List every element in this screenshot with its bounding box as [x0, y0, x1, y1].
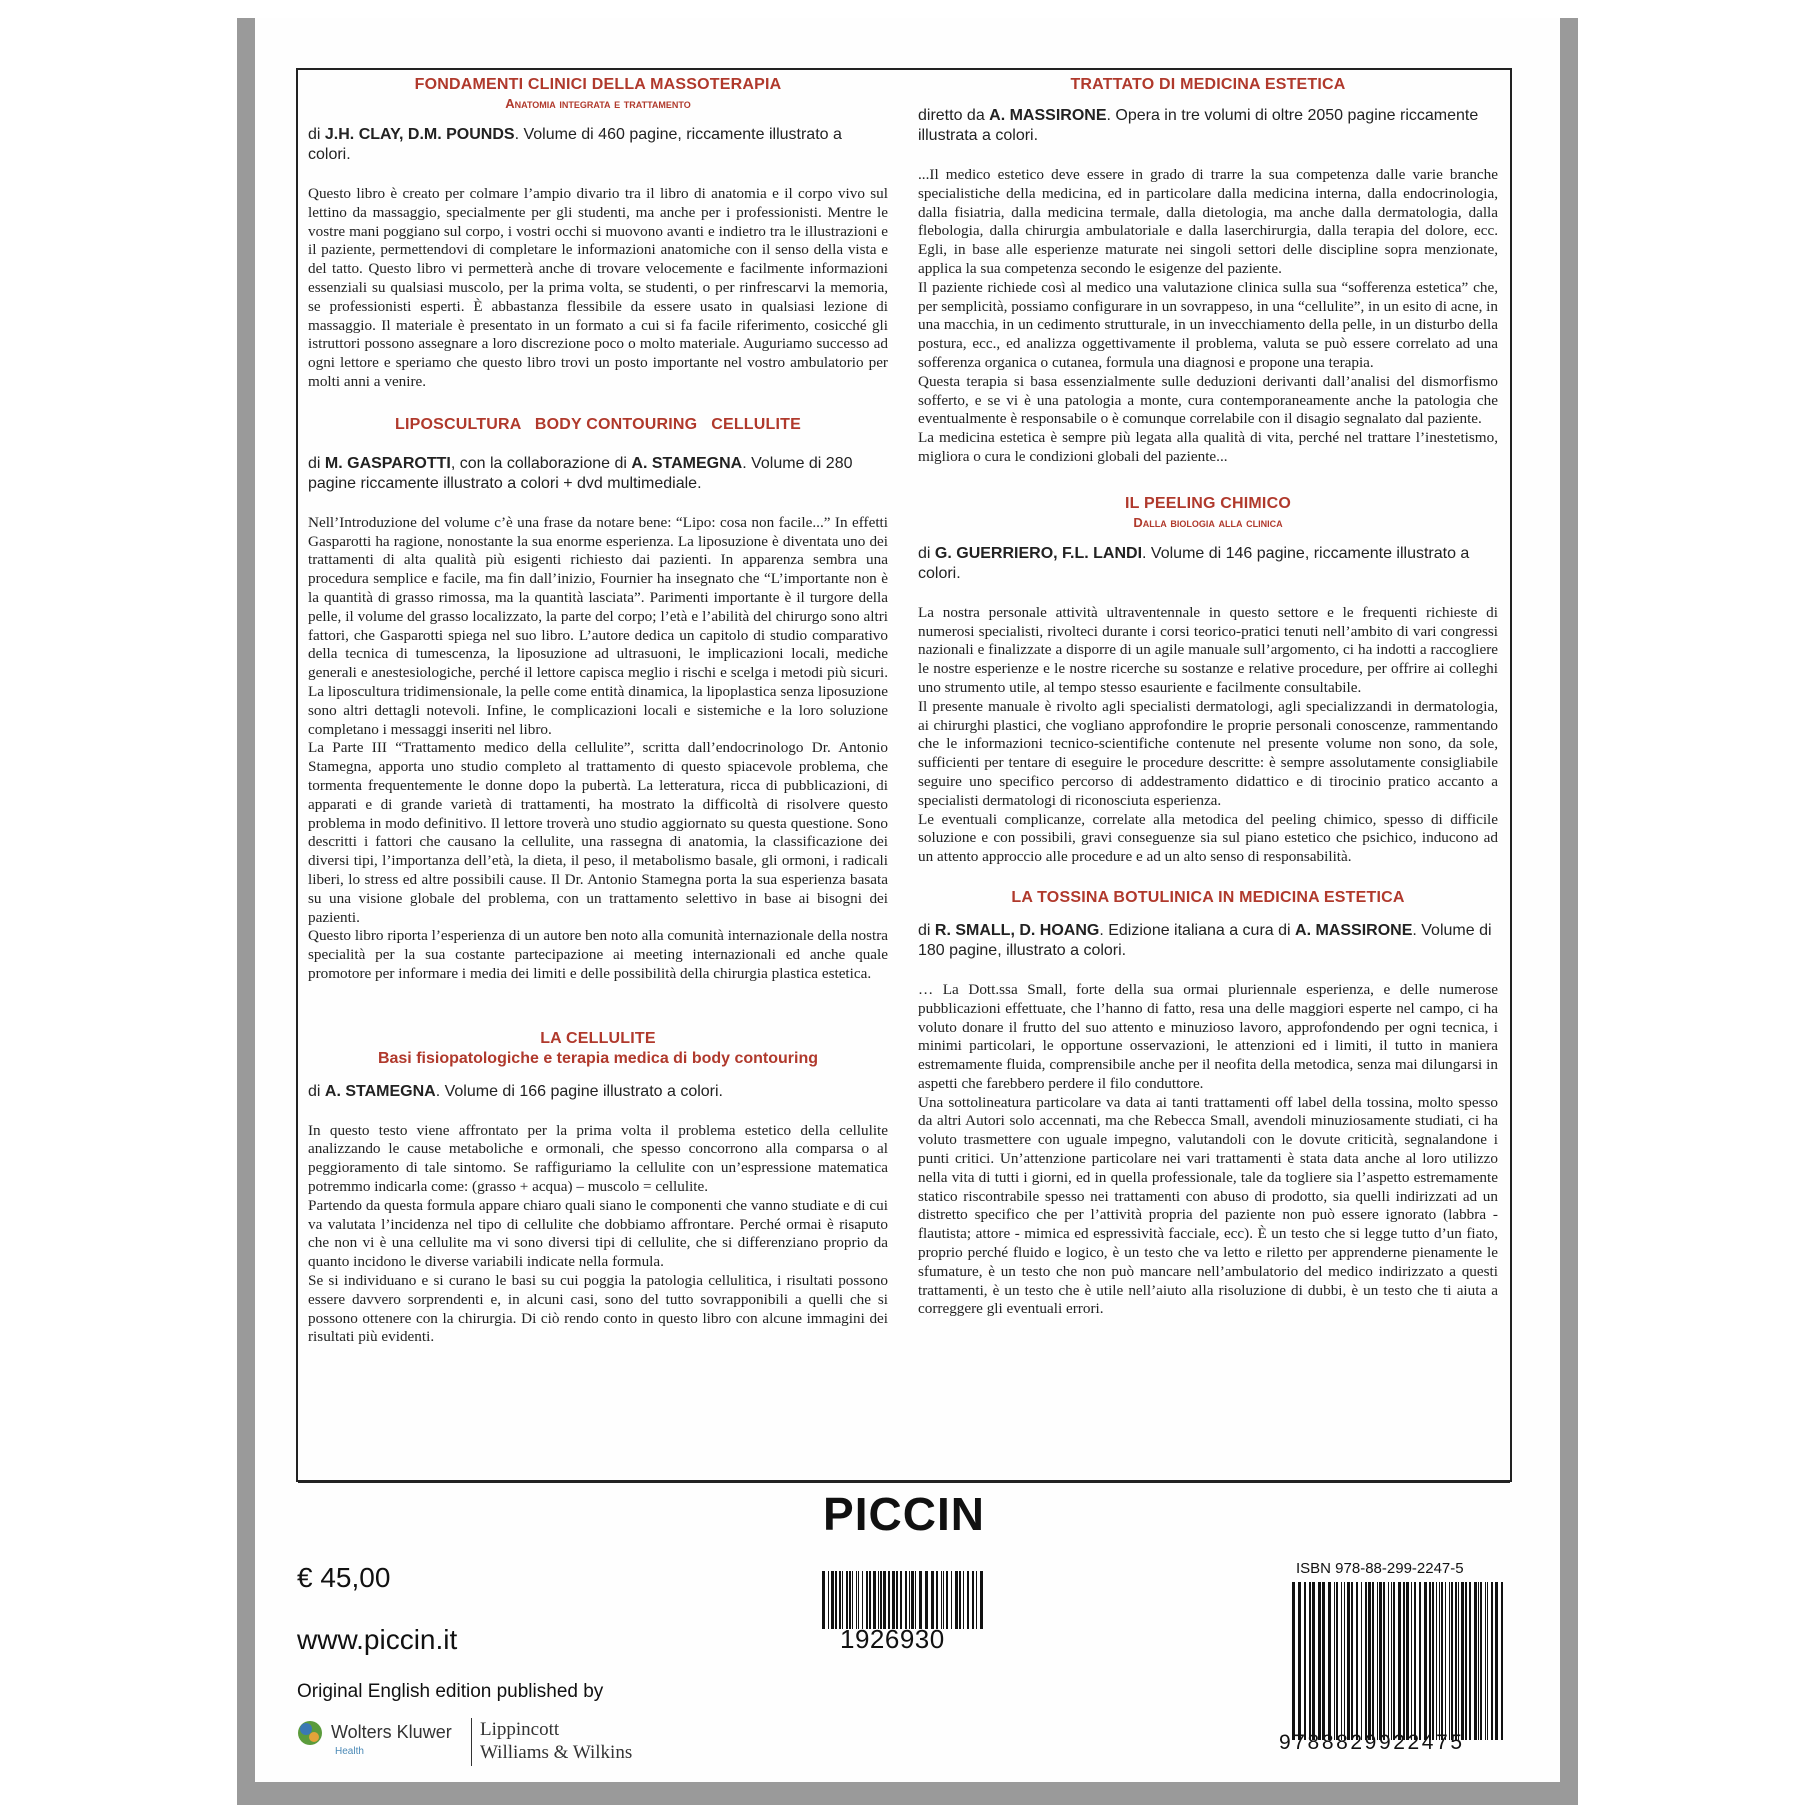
- byline-prefix: diretto da: [918, 107, 990, 124]
- book-byline: [918, 106, 1498, 146]
- price: € 45,00: [297, 1562, 391, 1593]
- wolters-kluwer-sub: Health: [335, 1746, 364, 1757]
- barcode-bar: [951, 1571, 952, 1629]
- byline-prefix: di: [308, 1082, 325, 1100]
- book-title: FONDAMENTI CLINICI DELLA MASSOTERAPIA: [414, 76, 782, 93]
- barcode-bar: [1436, 1582, 1437, 1740]
- barcode-bar: [955, 1571, 958, 1629]
- barcode-bar: [883, 1571, 886, 1629]
- barcode-bar: [1298, 1582, 1301, 1740]
- description-paragraph: Partendo da questa formula appare chiaro quali siano le componenti che vanno studiate e di cui va valutata l’incidenza nel tipo di cellulite che dobbiamo affrontare. Perché ormai è risaputo che non vi è una cellulite ma vi sono diversi tipi di cellulite, che si differenziano proprio da quanto incidono le diverse variabili indicate nella formula.: [308, 1196, 888, 1271]
- barcode-bar: [1383, 1582, 1385, 1740]
- barcode-bar: [828, 1571, 829, 1629]
- description-paragraph: La Parte III “Trattamento medico della cellulite”, scritta dall’endocrinologo Dr. Antonio Stamegna, apporta uno studio completo al trattamento di questo spiacevole problema, che tormenta frequentemente le donne dopo la pubertà. La letteratura, ricca di pubblicazioni, di apparati e di grande varietà di trattamenti, ha mostrato la difficoltà di risolvere questo problema in modo definitivo. Il lettore troverà uno studio aggiornato su questa questione. Sono descritti i fattori che causano la cellulite, una rassegna di anatomia, la classificazione dei diversi tipi, l’importanza dell’età, la dieta, il peso, il metabolismo basale, gli ormoni, i radicali liberi, lo stress ed altre possibili cause. Il Dr. Antonio Stamegna porta la sua esperienza basata su una visione globale del problema, con un trattamento selettivo in base ai bisogni dei pazienti.: [308, 739, 888, 926]
- barcode-bar: [1379, 1582, 1382, 1740]
- barcode-bar: [1495, 1582, 1498, 1740]
- book-byline: [918, 544, 1498, 584]
- barcode-bar: [1429, 1582, 1431, 1740]
- barcode-bar: [925, 1571, 928, 1629]
- barcode-bar: [1304, 1582, 1306, 1740]
- byline-middle: , con la collaborazione di: [450, 454, 632, 472]
- internal-barcode-number: 1926930: [840, 1624, 945, 1654]
- barcode-bar: [1455, 1582, 1457, 1740]
- description-paragraph: Questa terapia si basa essenzialmente sulle deduzioni derivanti dall’analisi del dismorfismo sofferto, e se vi è una patologia a monte, cura contemporaneamente anche la patologia che eventualmente è responsabile o è comunque correlabile con il disagio segnalato dal paziente.: [918, 372, 1498, 428]
- barcode-bar: [959, 1571, 961, 1629]
- barcode-bar: [1480, 1582, 1482, 1740]
- barcode-bar: [862, 1571, 863, 1629]
- barcode-bar: [1491, 1582, 1493, 1740]
- barcode-bar: [1388, 1582, 1389, 1740]
- barcode-bar: [856, 1571, 857, 1629]
- byline-prefix: di: [918, 544, 935, 562]
- book-description: [918, 981, 1498, 1319]
- barcode-bar: [1414, 1582, 1416, 1740]
- barcode-bar: [963, 1571, 964, 1629]
- book-liposcultura: [308, 416, 888, 984]
- book-description: [918, 604, 1498, 867]
- barcode-bar: [1445, 1582, 1446, 1740]
- barcode-bar: [1439, 1582, 1440, 1740]
- barcode-bar: [941, 1571, 942, 1629]
- barcode-bar: [896, 1571, 898, 1629]
- barcode-bar: [1469, 1582, 1471, 1740]
- book-title: TRATTATO DI MEDICINA ESTETICA: [1070, 76, 1346, 93]
- barcode-bar: [967, 1571, 969, 1629]
- byline-details: . Volume di 166 pagine illustrato a colori.: [435, 1082, 723, 1100]
- description-paragraph: Le eventuali complicanze, correlate alla metodica del peeling chimico, spesso di difficile soluzione e con possibili, gravi conseguenze sia sul piano estetico che psichico, inducono ad un attento approccio alle procedure e ad un alto senso di responsabilità.: [918, 810, 1498, 866]
- barcode-bar: [1328, 1582, 1331, 1740]
- right-column: [918, 76, 1498, 1319]
- book-byline: [308, 125, 888, 165]
- barcode-bar: [1391, 1582, 1392, 1740]
- barcode-bar: [1351, 1582, 1353, 1740]
- barcode-bar: [1334, 1582, 1335, 1740]
- barcode-bar: [1361, 1582, 1362, 1740]
- barcode-bar: [1419, 1582, 1421, 1740]
- description-paragraph: Questo libro è creato per colmare l’ampio divario tra il libro di anatomia e il corpo vivo sul lettino da massaggio, specialmente per gli studenti, ma anche per i professionisti. Mentre le vostre mani poggiano sul corpo, i vostri occhi si muovono avanti e indietro tra le illustrazioni e il paziente, permettendovi di completare le informazioni anatomiche con il senso della vista e del tatto. Questo libro vi permetterà anche di trovare velocemente e facilmente informazioni essenziali su qualsiasi muscolo, per la prima volta, se studenti, o per rinfrescarvi la memoria, se professionisti esperti. È abbastanza flessibile da essere usato in qualsiasi lezione di massaggio. Il materiale è presentato in un formato a cui si fa facile riferimento, cosicché gli istruttori possono assegnare a loro discrezione poco o molto materiale. Auguriamo successo ad ogni lettore e speriamo che questo libro trovi un posto importante nel vostro ambulatorio per molti anni a venire.: [308, 185, 888, 390]
- barcode-bar: [909, 1571, 910, 1629]
- book-peeling-chimico: [918, 495, 1498, 867]
- barcode-bar: [1465, 1582, 1467, 1740]
- barcode-bar: [946, 1571, 948, 1629]
- byline-details: . Volume di 146 pagine, riccamente illustrato a colori.: [918, 544, 1470, 582]
- description-paragraph: Nell’Introduzione del volume c’è una frase da notare bene: “Lipo: cosa non facile...” In effetti Gasparotti ha ragione, nonostante la sua enorme esperienza. La liposuzione è diventata uno dei trattamenti di alta qualità più esigenti richiesto dai pazienti. In apparenza sembra una procedura semplice e facile, ma fin dall’inizio, Fournier ha insegnato che “L’importante non è la quantità di grasso rimossa, ma la quantità lasciata”. Parimenti importante è il turgore della pelle, il volume del grasso localizzato, la parte del corpo; l’età e l’abilità del chirurgo sono altri fattori, che Gasparotti spiega nel suo libro. L’autore dedica un capitolo di studio comparativo della tecnica di tumescenza, la liposuzione ad ultrasuoni, le implicazioni locali, mediche generali e anestesiologiche, perché il lettore capisca meglio i rischi e scelga i metodi più sicuri. La liposcultura tridimensionale, la pelle come entità dinamica, la lipoplastica senza liposuzione sono altri dettagli notevoli. Infine, le complicazioni locali e sistemiche e la loro soluzione completano i messaggi inseriti nel libro.: [308, 513, 888, 738]
- ean-digits: 9788829922475: [1279, 1731, 1465, 1754]
- barcode-bar: [972, 1571, 974, 1629]
- barcode-bar: [892, 1571, 895, 1629]
- original-publisher-logos: [297, 1716, 677, 1772]
- barcode-bar: [905, 1571, 907, 1629]
- wolters-kluwer-logo-icon: [297, 1720, 323, 1746]
- barcode-bar: [1398, 1582, 1401, 1740]
- barcode-bar: [931, 1571, 934, 1629]
- barcode-bar: [919, 1571, 922, 1629]
- lww-line2: Williams & Wilkins: [480, 1742, 633, 1763]
- byline-prefix: di: [308, 126, 325, 143]
- description-paragraph: Questo libro riporta l’esperienza di un autore ben noto alla comunità internazionale della nostra specialità per la sua costante partecipazione ai meeting internazionali ed anche quale promotore per informare i media dei limiti e delle possibilità della chirurgia plastica estetica.: [308, 927, 888, 982]
- description-paragraph: La medicina estetica è sempre più legata alla qualità di vita, perché nel trattare l’inestetismo, migliora o cura le condizioni globali del paziente...: [918, 429, 1498, 465]
- barcode-bar: [900, 1571, 902, 1629]
- byline-middle: . Edizione italiana a cura di: [1099, 921, 1296, 939]
- isbn-label: ISBN 978-88-299-2247-5: [1296, 1560, 1464, 1577]
- book-title: LA TOSSINA BOTULINICA IN MEDICINA ESTETICA: [1011, 888, 1405, 906]
- book-authors: J.H. CLAY, D.M. POUNDS: [324, 126, 515, 143]
- barcode-bar: [1341, 1582, 1342, 1740]
- barcode-bar: [852, 1571, 853, 1629]
- logo-separator: [471, 1718, 472, 1766]
- book-massoterapia: [308, 76, 888, 392]
- barcode-bar: [869, 1571, 871, 1629]
- barcode-bar: [1485, 1582, 1486, 1740]
- book-authors: G. GUERRIERO, F.L. LANDI: [934, 544, 1143, 562]
- book-byline: [308, 1082, 888, 1102]
- book-medicina-estetica: [918, 76, 1498, 467]
- barcode-bar: [943, 1571, 944, 1629]
- barcode-bar: [1478, 1582, 1479, 1740]
- book-cellulite: [308, 1030, 888, 1348]
- barcode-bar: [1336, 1582, 1338, 1740]
- book-description: [308, 185, 888, 392]
- barcode-bar: [1318, 1582, 1321, 1740]
- description-paragraph: Se si individuano e si curano le basi su cui poggia la patologia cellulitica, i risultati possono essere davvero sorprendenti e, in alcuni casi, sono del tutto sovrapponibili a quelli che si possono ottenere con la chirurgia. Di ciò rendo conto in questo libro con alcune immagini dei risultati più evidenti.: [308, 1272, 888, 1346]
- barcode-bar: [878, 1571, 879, 1629]
- barcode-bar: [1365, 1582, 1367, 1740]
- barcode-bar: [1368, 1582, 1371, 1740]
- barcode-bar: [911, 1571, 914, 1629]
- book-title: LIPOSCULTURA BODY CONTOURING CELLULITE: [394, 415, 802, 433]
- barcode-bar: [1461, 1582, 1464, 1740]
- barcode-bar: [835, 1571, 837, 1629]
- barcode-bar: [976, 1571, 977, 1629]
- book-description: [918, 166, 1498, 467]
- byline-details: . Volume di 460 pagine, riccamente illustrato a colori.: [308, 126, 842, 163]
- barcode-bar: [1406, 1582, 1409, 1740]
- barcode-bar: [880, 1571, 882, 1629]
- barcode-bar: [980, 1571, 983, 1629]
- barcode-bar: [1441, 1582, 1443, 1740]
- barcode-bar: [1393, 1582, 1395, 1740]
- barcode-bar: [888, 1571, 890, 1629]
- book-editor: A. MASSIRONE: [989, 107, 1107, 124]
- publisher-logo: [296, 1482, 1512, 1546]
- website-url: www.piccin.it: [297, 1624, 458, 1655]
- lww-line1: Lippincott: [480, 1719, 560, 1740]
- barcode-bar: [1432, 1582, 1434, 1740]
- barcode-bar: [831, 1571, 834, 1629]
- book-subtitle: Anatomia integrata e trattamento: [505, 96, 691, 111]
- original-edition-note: Original English edition published by: [297, 1681, 604, 1702]
- book-subtitle: Basi fisiopatologiche e terapia medica di body contouring: [377, 1049, 819, 1067]
- barcode-bar: [1312, 1582, 1315, 1740]
- book-title: IL PEELING CHIMICO: [1125, 494, 1291, 512]
- byline-prefix: di: [308, 454, 325, 472]
- barcode-bar: [1424, 1582, 1427, 1740]
- barcode-bar: [822, 1571, 825, 1629]
- barcode-bar: [866, 1571, 868, 1629]
- book-title: LA CELLULITE: [540, 1029, 656, 1047]
- barcode-bar: [1372, 1582, 1374, 1740]
- internal-barcode: [822, 1571, 984, 1629]
- barcode-bar: [1292, 1582, 1295, 1740]
- barcode-bar: [1322, 1582, 1325, 1740]
- book-author: M. GASPAROTTI: [324, 454, 451, 472]
- barcode-bar: [1411, 1582, 1412, 1740]
- barcode-bar: [1377, 1582, 1378, 1740]
- book-byline: [918, 921, 1498, 961]
- description-paragraph: Una sottolineatura particolare va data ai tanti trattamenti off label della tossina, molto spesso da altri Autori solo accennati, ma che Rebecca Small, avendoli minuziosamente studiati, ci ha voluto trasmettere con uguale impegno, valutandoli con le dovute criticità, segnalandone i punti critici. Un’attenzione particolare nei vari trattamenti è stata data anche al loro utilizzo nella vita di tutti i giorni, ed in quella professionale, tale da togliere sia l’aspetto estremamente statico riscontrabile spesso nei trattamenti con abuso di prodotto, sia quelli indirizzati ad un distretto specifico che per l’attività propria del paziente non può essere ignorato (labbra - flautista; attore - mimica ed espressività facciale, ecc). È un testo che si legge tutto d’un fiato, proprio perché fluido e logico, è un testo che va letto e riletto per apprenderne pienamente le sfumature, è un testo che non può mancare nell’ambulatorio del medico indirizzato a questi trattamenti, è un testo che è utile nell’aiuto alla risoluzione di dubbi, è un testo che ti aiuta a correggere gli eventuali errori.: [918, 1093, 1498, 1318]
- book-collaborator: A. STAMEGNA: [631, 454, 743, 472]
- barcode-bar: [1487, 1582, 1488, 1740]
- description-paragraph: … La Dott.ssa Small, forte della sua ormai pluriennale esperienza, e delle numerose pubblicazioni effettuate, che l’hanno di fatto, resa una delle maggiori esperte nel campo, ci ha voluto donare il frutto del suo attento e minuzioso lavoro, approfondendo per ogni tecnica, i minimi particolari, le opportune osservazioni, le attenzioni ed i limiti, il tutto in maniera estremamente fluida, comprensibile anche per il neofita della metodica, senza mai dilungarsi in aspetti che farebbero perdere il filo conduttore.: [918, 980, 1498, 1092]
- barcode-bar: [1451, 1582, 1453, 1740]
- description-paragraph: Il presente manuale è rivolto agli specialisti dermatologi, agli specializzandi in dermatologia, ai chirurghi plastici, che vogliano approfondire le proprie personali conoscenze, rammentando che le informazioni tecnico-scientifiche contenute nel presente volume non sono, da sole, sufficienti per tentare di eseguire le procedure descritte: è sempre assolutamente consigliabile seguire uno specifico percorso di addestramento didattico e di tirocinio pratico accanto a specialisti dermatologi di riconosciuta esperienza.: [918, 697, 1498, 809]
- book-authors: R. SMALL, D. HOANG: [934, 921, 1100, 939]
- description-paragraph: Il paziente richiede così al medico una valutazione clinica sulla sua “sofferenza estetica” che, per semplicità, possiamo configurare in un sovrappeso, in una “cellulite”, in un esito di acne, in una macchia, in un cedimento strutturale, in un invecchiamento della pelle, in un disturbo della postura, ecc., ed analizza oggettivamente il problema, valuta se può essere correlato ad una sofferenza organica o cutanea, formula una diagnosi e propone una terapia.: [918, 278, 1498, 371]
- book-editor: A. MASSIRONE: [1295, 921, 1413, 939]
- description-paragraph: ...Il medico estetico deve essere in grado di trarre la sua competenza dalle varie branche specialistiche della medicina, ed in particolare dalla medicina interna, dalla endocrinologia, dalla fisiatria, dalla medicina termale, dalla dietologia, ma anche dalla dermatologia, dalla flebologia, dalla chirurgia ambulatoriale e dalla laserchirurgia, dalla terapia del dolore, ecc. Egli, in base alle esperienze maturate nei singoli settori delle discipline sopra menzionate, applica la sua competenza secondo le esigenze del paziente.: [918, 166, 1498, 277]
- left-column: [308, 76, 888, 1347]
- barcode-bar: [1347, 1582, 1350, 1740]
- barcode-bar: [1458, 1582, 1459, 1740]
- book-byline: [308, 454, 888, 494]
- description-paragraph: In questo testo viene affrontato per la prima volta il problema estetico della cellulite analizzando le cause metaboliche e ormonali, che spesso concorrono alla comparsa o al peggioramento di tale sintomo. Se raffiguriamo la cellulite con un’espressione matematica potremmo indicarla come: (grasso + acqua) – muscolo = cellulite.: [308, 1121, 888, 1196]
- barcode-bar: [936, 1571, 938, 1629]
- barcode-bar: [839, 1571, 841, 1629]
- barcode-bar: [1403, 1582, 1405, 1740]
- ean-barcode: [1292, 1582, 1507, 1740]
- barcode-bar: [873, 1571, 876, 1629]
- book-authors: A. STAMEGNA: [324, 1082, 436, 1100]
- barcode-bar: [1309, 1582, 1311, 1740]
- description-paragraph: La nostra personale attività ultraventennale in questo settore e le frequenti richieste di numerosi specialisti, rivolteci durante i corsi teorico-pratici tenuti nell’ambito di vari congressi nazionali e finalizzate a disporre di un agile manuale sull’argomento, ci ha indotti a raccogliere le nostre esperienze e le nostre ricerche su sostanze e relative procedure, per offrire ai colleghi uno strumento utile, al tempo stesso esauriente e facilmente consultabile.: [918, 603, 1498, 696]
- byline-details: . Volume di 180 pagine, illustrato a colori.: [918, 921, 1492, 959]
- wolters-kluwer-name: Wolters Kluwer: [331, 1722, 452, 1742]
- book-tossina-botulinica: [918, 889, 1498, 1319]
- barcode-bar: [846, 1571, 848, 1629]
- publisher-logo-text: PICCIN: [823, 1488, 985, 1540]
- barcode-bar: [1344, 1582, 1345, 1740]
- barcode-bar: [1449, 1582, 1450, 1740]
- barcode-bar: [858, 1571, 859, 1629]
- barcode-bar: [849, 1571, 851, 1629]
- barcode-bar: [915, 1571, 916, 1629]
- barcode-bar: [1501, 1582, 1503, 1740]
- book-subtitle: Dalla biologia alla clinica: [1133, 514, 1283, 530]
- book-description: [308, 514, 888, 984]
- barcode-bar: [842, 1571, 843, 1629]
- byline-details: . Volume di 280 pagine riccamente illustrato a colori + dvd multimediale.: [308, 454, 853, 492]
- book-description: [308, 1122, 888, 1348]
- byline-prefix: di: [918, 921, 935, 939]
- barcode-bar: [1356, 1582, 1358, 1740]
- byline-details: . Opera in tre volumi di oltre 2050 pagine riccamente illustrata a colori.: [918, 107, 1479, 144]
- barcode-bar: [1474, 1582, 1477, 1740]
